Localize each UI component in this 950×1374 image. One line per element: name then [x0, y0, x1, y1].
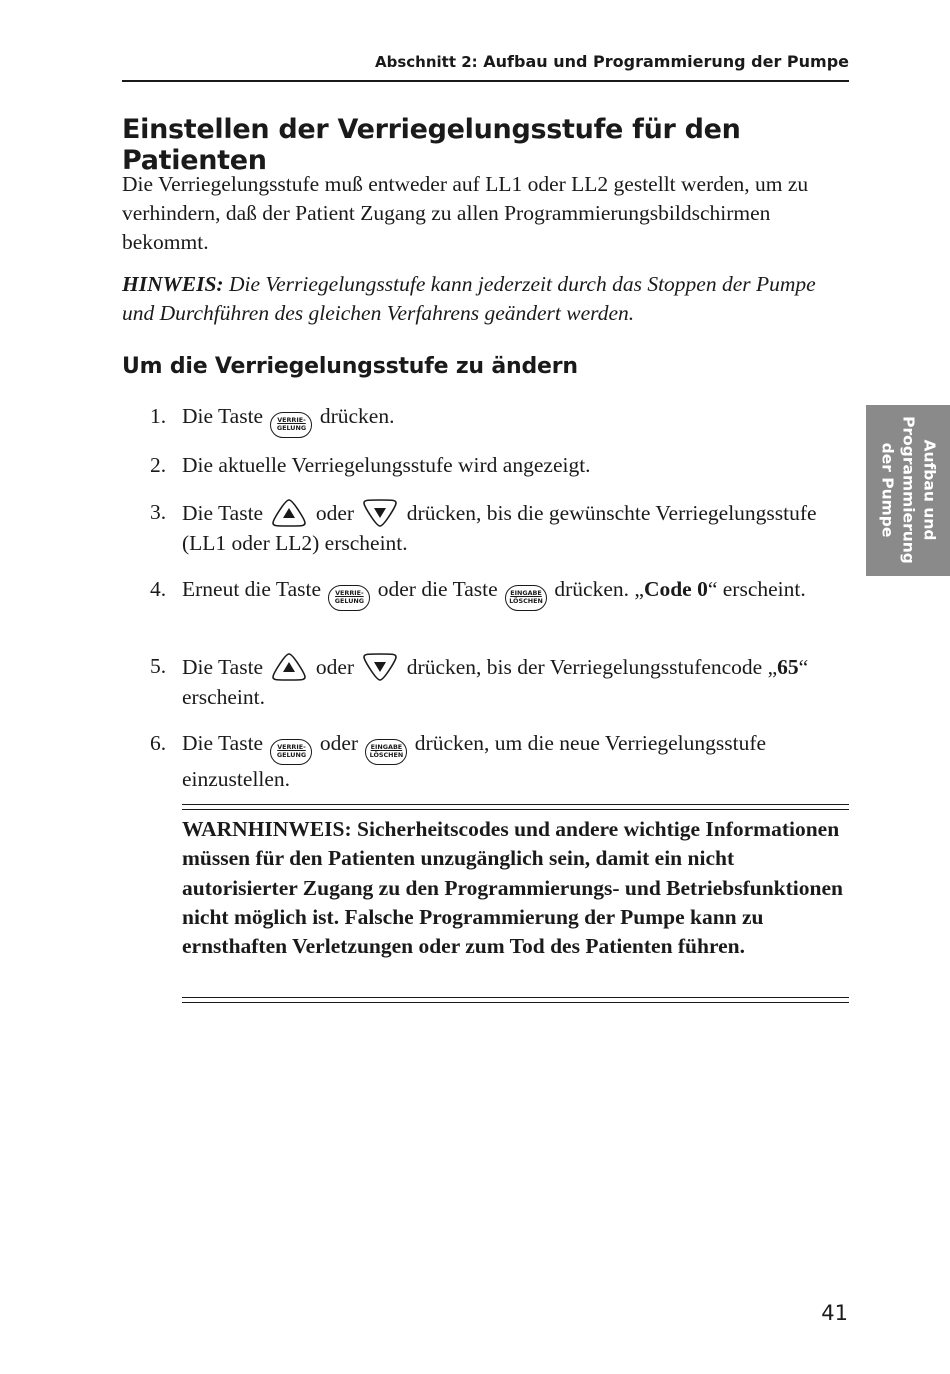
key-label: EINGABE [510, 589, 542, 597]
page-number: 41 [821, 1301, 848, 1325]
step-text: drücken, bis der Verriegelungsstufencode „ [406, 655, 778, 679]
step-text: drücken, um die neue Verriegelungsstufe einzustellen. [182, 731, 767, 791]
note-label: HINWEIS: [122, 272, 224, 296]
step-2 [150, 451, 850, 481]
warning-rule-top [182, 804, 849, 805]
intro-paragraph: Die Verriegelungsstufe muß entweder auf LL1 oder LL2 gestellt werden, um zu verhindern, daß der Patient Zugang zu allen Programmierungsbildschirmen bekommt. [122, 172, 809, 254]
chapter-side-tab-label [866, 405, 950, 576]
step-text: Die Taste [182, 731, 264, 755]
side-tab-line: der Pumpe [878, 442, 897, 538]
key-label: VERRIE- [277, 416, 306, 424]
enter-key-icon [365, 739, 407, 765]
side-tab-line: Aufbau und [920, 439, 939, 541]
code-value: Code 0 [643, 577, 708, 601]
step-text: Die Taste [182, 655, 264, 679]
key-label: VERRIE- [335, 589, 364, 597]
key-label: GELUNG [276, 751, 307, 759]
key-label: LÖSCHEN [369, 751, 404, 759]
step-number: 2. [150, 453, 167, 477]
step-text: oder die Taste [377, 577, 498, 601]
lock-key-icon [270, 739, 312, 765]
warning-rule-top [182, 809, 849, 810]
step-text: Die aktuelle Verriegelungsstufe wird angezeigt. [182, 453, 591, 477]
step-1 [150, 402, 850, 438]
step-3 [150, 498, 850, 558]
step-text: “ erscheint. [707, 577, 806, 601]
step-6 [150, 729, 850, 794]
running-head-section: Abschnitt 2: [375, 53, 478, 71]
side-tab-line: Programmierung [899, 416, 918, 564]
warning-rule-bottom [182, 997, 849, 998]
key-label: VERRIE- [277, 743, 306, 751]
step-5 [150, 652, 850, 712]
step-text: oder [315, 655, 355, 679]
step-text: Erneut die Taste [182, 577, 321, 601]
step-text: drücken. [319, 404, 395, 428]
step-text: Die Taste [182, 501, 264, 525]
key-label: EINGABE [370, 743, 403, 751]
warning-text: WARNHINWEIS: Sicherheitscodes und andere wichtige Informationen müssen für den Patienten unzugänglich sein, damit ein nicht autorisierter Zugang zu den Programmierungs- und Betriebsfunktionen nicht möglich ist. Falsche Programmierung der Pumpe kann zu ernsthaften Verletzungen oder zum Tod des Patienten führen. [182, 817, 843, 959]
header-rule [122, 80, 849, 82]
step-text: Die Taste [182, 404, 264, 428]
step-text: oder [315, 501, 355, 525]
step-4 [150, 575, 850, 611]
down-arrow-key-icon [361, 498, 399, 528]
key-label: GELUNG [334, 597, 364, 605]
step-number: 5. [150, 654, 167, 678]
note-paragraph [122, 270, 842, 328]
up-arrow-key-icon [270, 652, 308, 682]
code-value: 65 [777, 655, 799, 679]
lock-key-icon [328, 585, 370, 611]
step-text: oder [319, 731, 359, 755]
running-head [122, 52, 849, 71]
enter-key-icon [505, 585, 547, 611]
step-number: 4. [150, 577, 167, 601]
lock-key-icon [270, 412, 312, 438]
down-arrow-key-icon [361, 652, 399, 682]
running-head-title: Aufbau und Programmierung der Pumpe [483, 52, 849, 71]
subheading: Um die Verriegelungsstufe zu ändern [122, 354, 578, 379]
step-text: “ erscheint. [182, 655, 809, 709]
up-arrow-key-icon [270, 498, 308, 528]
step-text: drücken, bis die gewünschte Verriegelungsstufe (LL1 oder LL2) erscheint. [182, 501, 817, 555]
key-label: GELUNG [276, 424, 307, 432]
warning-rule-bottom [182, 1002, 849, 1003]
key-label: LÖSCHEN [509, 597, 543, 605]
step-number: 6. [150, 731, 167, 755]
page-title: Einstellen der Verriegelungsstufe für den Patienten [122, 114, 741, 176]
step-number: 3. [150, 500, 167, 524]
note-text: Die Verriegelungsstufe kann jederzeit durch das Stoppen der Pumpe und Durchführen des gleichen Verfahrens geändert werden. [122, 272, 816, 325]
step-text: drücken. „ [554, 577, 644, 601]
step-number: 1. [150, 404, 167, 428]
